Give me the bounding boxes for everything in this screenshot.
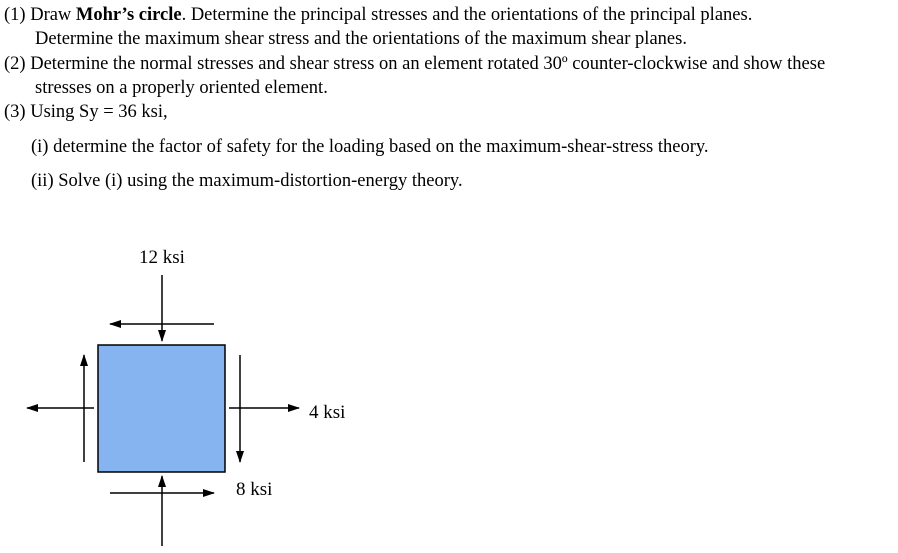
right-face-stresses: [229, 355, 299, 462]
question-2-line-2: stresses on a properly oriented element.: [35, 78, 328, 98]
left-face-stresses: [27, 355, 94, 462]
question-3-part-ii: (ii) Solve (i) using the maximum-distortion-energy theory.: [31, 171, 463, 191]
question-1-line-2: Determine the maximum shear stress and the orientations of the maximum shear planes.: [35, 29, 687, 49]
y-normal-stress-label: 8 ksi: [236, 479, 273, 500]
question-2-text: Determine the normal stresses and shear stress on an element rotated 30º counter-clockwise and show these: [30, 54, 826, 74]
question-1-text-post: . Determine the principal stresses and the orientations of the principal planes.: [181, 5, 753, 25]
shear-stress-label: 12 ksi: [139, 247, 185, 268]
question-3-part-i: (i) determine the factor of safety for the loading based on the maximum-shear-stress theory.: [31, 137, 709, 157]
question-3-text: Using Sy = 36 ksi,: [30, 102, 168, 122]
mohrs-circle-term: Mohr’s circle: [75, 5, 182, 25]
top-face-stresses: [110, 275, 214, 341]
question-3-number: (3): [4, 102, 26, 122]
stress-element-square: [98, 345, 225, 472]
question-2-number: (2): [4, 54, 26, 74]
x-normal-stress-label: 4 ksi: [309, 402, 346, 423]
question-1-number: (1): [4, 5, 26, 25]
question-1-text-pre: Draw: [30, 5, 76, 25]
bottom-face-stresses: [110, 476, 214, 546]
